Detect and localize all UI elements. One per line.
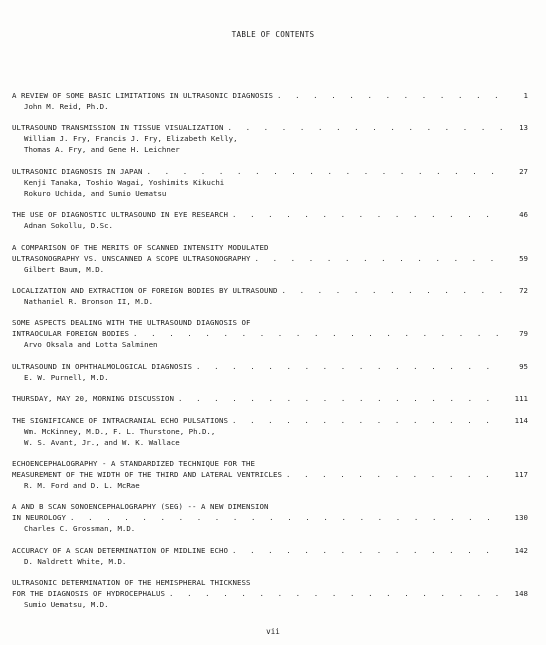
toc-title-line <box>12 242 528 253</box>
toc-entry-title: INTRAOCULAR FOREIGN BODIES <box>12 329 129 339</box>
dot-leader <box>143 166 505 177</box>
toc-entry-title: MEASUREMENT OF THE WIDTH OF THE THIRD AND LATERAL VENTRICLES <box>12 469 282 479</box>
toc-page-number: 117 <box>514 469 528 479</box>
toc-title-line <box>12 393 528 404</box>
dot-leader <box>273 90 504 101</box>
toc-entry <box>12 361 528 383</box>
toc-entry-authors: W. S. Avant, Jr., and W. K. Wallace <box>24 437 180 447</box>
toc-entry-authors: Thomas A. Fry, and Gene H. Leichner <box>24 145 180 155</box>
toc-entry-title: ULTRASONOGRAPHY VS. UNSCANNED A SCOPE ULTRASONOGRAPHY <box>12 253 251 263</box>
dot-leader <box>192 361 504 372</box>
toc-title-line <box>12 209 528 220</box>
toc-page-number: 95 <box>519 361 528 371</box>
toc-title-line <box>12 328 528 339</box>
toc-page-number: 79 <box>519 329 528 339</box>
toc-entry-title: THE USE OF DIAGNOSTIC ULTRASOUND IN EYE RESEARCH <box>12 210 228 220</box>
toc-title-line <box>12 501 528 512</box>
toc-title-line <box>12 90 528 101</box>
toc-page-number: 46 <box>519 210 528 220</box>
toc-entry-authors: William J. Fry, Francis J. Fry, Elizabeth Kelly, <box>24 134 238 144</box>
toc-entry-authors: Sumio Uematsu, M.D. <box>24 600 109 610</box>
toc-entry-authors: Nathaniel R. Bronson II, M.D. <box>24 296 154 306</box>
toc-entry <box>12 545 528 567</box>
toc-entry-title: A AND B SCAN SONOENCEPHALOGRAPHY (SEG) -- A NEW DIMENSION <box>12 502 269 512</box>
toc-title-line <box>12 469 528 480</box>
toc-page-number: 1 <box>523 91 528 100</box>
toc-entry-title: ULTRASONIC DIAGNOSIS IN JAPAN <box>12 166 143 176</box>
toc-title-line <box>12 545 528 556</box>
toc-entry <box>12 209 528 231</box>
toc-entry-authors: Kenji Tanaka, Toshio Wagai, Yoshimits Kikuchi <box>24 177 225 187</box>
toc-entry-title: SOME ASPECTS DEALING WITH THE ULTRASOUND DIAGNOSIS OF <box>12 318 251 328</box>
toc-title-line <box>12 415 528 426</box>
dot-leader <box>228 415 504 426</box>
toc-entry-authors: Charles C. Grossman, M.D. <box>24 524 136 534</box>
toc-entry-authors: Wm. McKinney, M.D., F. L. Thurstone, Ph.D., <box>24 426 216 436</box>
toc-entry-authors: E. W. Purnell, M.D. <box>24 372 109 382</box>
dot-leader <box>174 393 504 404</box>
toc-entry-authors: Adnan Sokollu, D.Sc. <box>24 221 113 231</box>
dot-leader <box>228 209 504 220</box>
toc-title-line <box>12 317 528 328</box>
toc-page-number: 142 <box>514 545 528 555</box>
toc-title-line <box>12 361 528 372</box>
toc-entry-title: A COMPARISON OF THE MERITS OF SCANNED INTENSITY MODULATED <box>12 242 269 252</box>
toc-page-number: 27 <box>519 166 528 176</box>
toc-title-line <box>12 588 528 599</box>
dot-leader <box>223 122 504 133</box>
dot-leader <box>129 328 504 339</box>
toc-entry <box>12 501 528 534</box>
toc-page-number: 130 <box>514 513 528 523</box>
toc-page-number: 111 <box>514 394 528 404</box>
toc-entry <box>12 242 528 275</box>
toc-entry-title: A REVIEW OF SOME BASIC LIMITATIONS IN ULTRASONIC DIAGNOSIS <box>12 91 273 100</box>
dot-leader <box>282 469 504 480</box>
toc-entry-authors: D. Naldrett White, M.D. <box>24 556 127 566</box>
toc-entry-title: ULTRASOUND TRANSMISSION IN TISSUE VISUALIZATION <box>12 123 224 133</box>
toc-title-line <box>12 577 528 588</box>
toc-entry-title: THURSDAY, MAY 20, MORNING DISCUSSION <box>12 394 174 404</box>
toc-title-line <box>12 166 528 177</box>
toc-entry-title: FOR THE DIAGNOSIS OF HYDROCEPHALUS <box>12 589 165 599</box>
toc-page-number: 114 <box>514 415 528 425</box>
toc-entry <box>12 317 528 350</box>
toc-page-number: 13 <box>519 123 528 133</box>
toc-entry <box>12 393 528 404</box>
toc-entry-title: ACCURACY OF A SCAN DETERMINATION OF MIDLINE ECHO <box>12 545 228 555</box>
toc-entry-authors: Rokuro Uchida, and Sumio Uematsu <box>24 188 167 198</box>
toc-title-line <box>12 512 528 523</box>
toc-entry-authors: John M. Reid, Ph.D. <box>24 102 109 111</box>
toc-entry <box>12 122 528 155</box>
toc-entry-title: ULTRASOUND IN OPHTHALMOLOGICAL DIAGNOSIS <box>12 361 192 371</box>
toc-entry <box>12 415 528 448</box>
toc-entry <box>12 90 528 112</box>
toc-entry <box>12 577 528 610</box>
toc-entry <box>12 458 528 491</box>
toc-title-line <box>12 285 528 296</box>
toc-entry-title: ECHOENCEPHALOGRAPHY - A STANDARDIZED TECHNIQUE FOR THE <box>12 458 255 468</box>
toc-page-number: 59 <box>519 253 528 263</box>
toc-entry <box>12 285 528 307</box>
dot-leader <box>228 545 504 556</box>
toc-entry-title: LOCALIZATION AND EXTRACTION OF FOREIGN BODIES BY ULTRASOUND <box>12 285 278 295</box>
toc-page-number: 72 <box>519 285 528 295</box>
page-title: TABLE OF CONTENTS <box>231 30 315 39</box>
toc-entry-authors: Arvo Oksala and Lotta Salminen <box>24 340 158 350</box>
toc-page-number: 148 <box>514 589 528 599</box>
toc-title-line <box>12 458 528 469</box>
toc-title-line <box>12 122 528 133</box>
toc-entry-authors: R. M. Ford and D. L. McRae <box>24 480 140 490</box>
dot-leader <box>277 285 504 296</box>
toc-list <box>12 90 528 620</box>
dot-leader <box>250 253 504 264</box>
toc-entry-title: THE SIGNIFICANCE OF INTRACRANIAL ECHO PULSATIONS <box>12 415 228 425</box>
dot-leader <box>66 512 504 523</box>
toc-entry <box>12 166 528 199</box>
toc-entry-authors: Gilbert Baum, M.D. <box>24 264 105 274</box>
toc-entry-title: ULTRASONIC DETERMINATION OF THE HEMISPHERAL THICKNESS <box>12 578 251 588</box>
page-number-footer: vii <box>266 627 280 636</box>
toc-title-line <box>12 253 528 264</box>
toc-entry-title: IN NEUROLOGY <box>12 513 66 523</box>
dot-leader <box>165 588 504 599</box>
